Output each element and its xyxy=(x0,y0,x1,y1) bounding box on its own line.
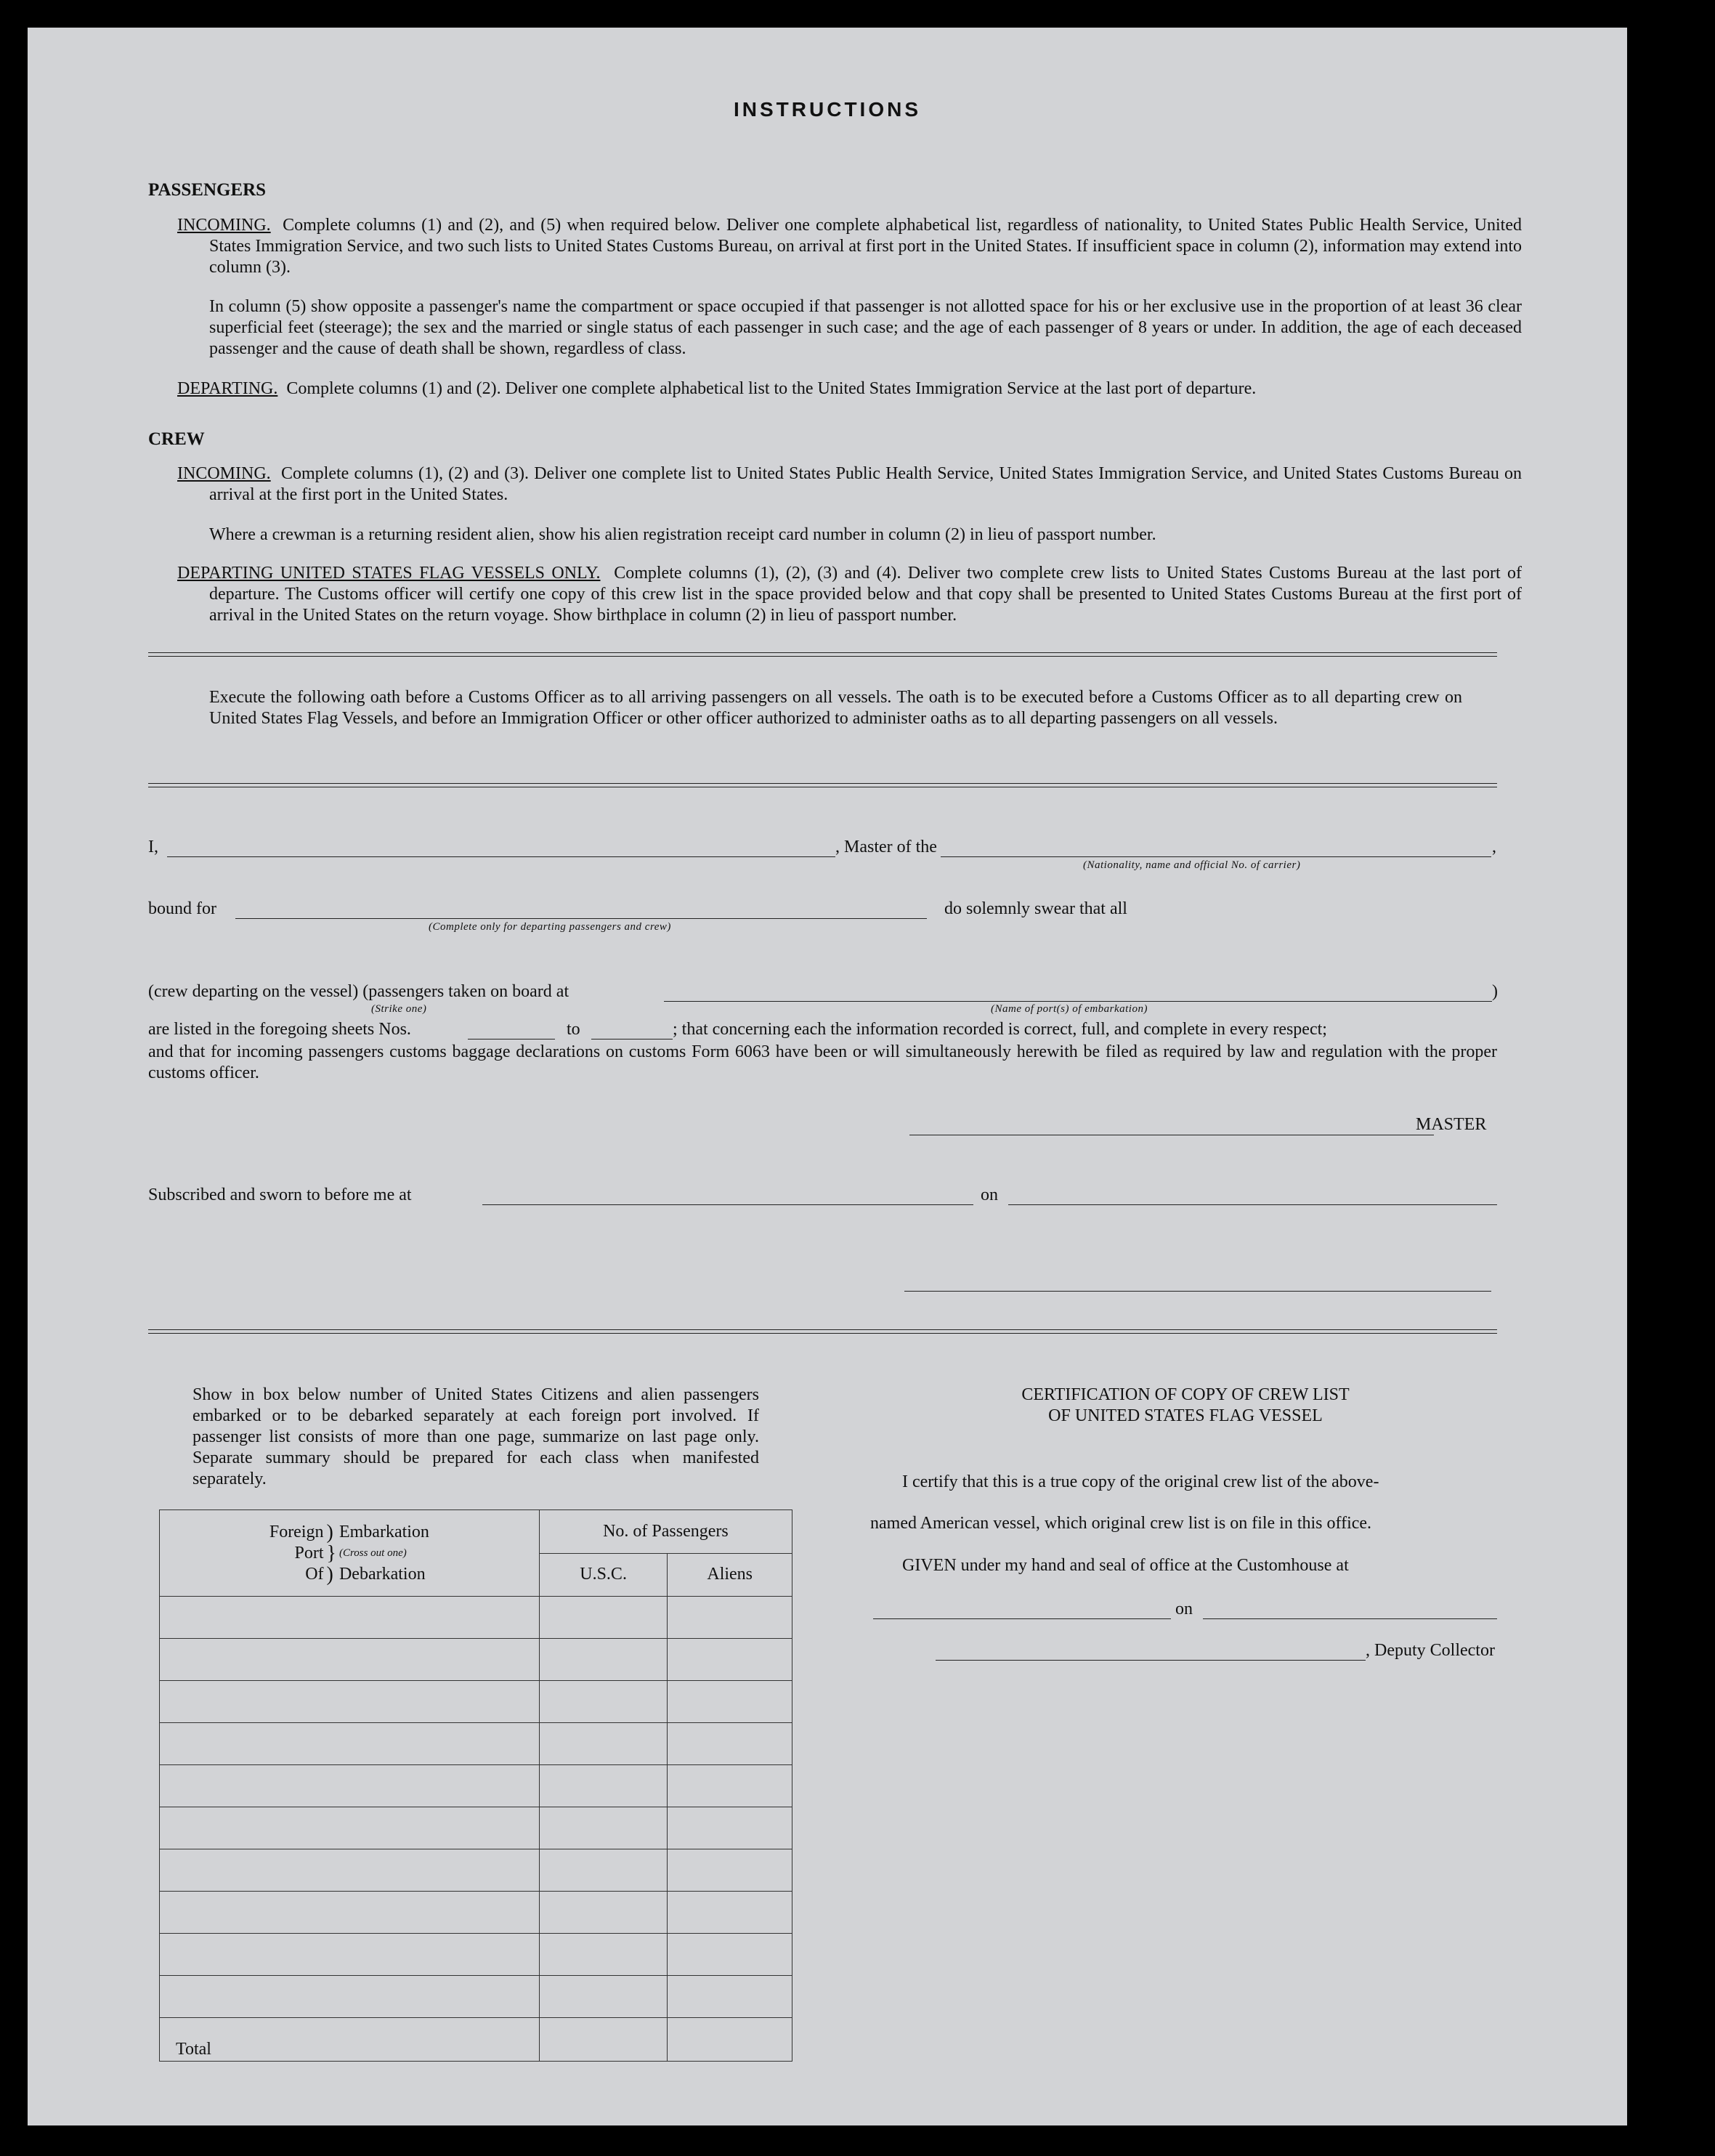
oath-comma: , xyxy=(1492,838,1496,856)
table-row xyxy=(160,1639,792,1681)
crew-incoming-paragraph xyxy=(177,463,1523,506)
crew-departing-text: Complete columns (1), (2), (3) and (4). Deliver two complete crew lists to United States Customs Bureau at the last port of departure. The Customs officer will certify one copy of this crew list in the space provided below and that copy shall be presented to United States Customs Bureau at the first port of arrival in the United States on the return voyage. Show birthplace in column (2) in lieu of passport number. xyxy=(209,564,1522,625)
crew-incoming-label: INCOMING. xyxy=(177,464,271,483)
departing-caption: (Complete only for departing passengers and crew) xyxy=(429,921,671,933)
crew-departing-label: DEPARTING UNITED STATES FLAG VESSELS ONLY. xyxy=(177,564,601,583)
foreign-label: Foreign xyxy=(269,1522,324,1541)
bound-for-label: bound for xyxy=(148,899,216,918)
oath-i-label: I, xyxy=(148,838,158,856)
aliens-cell[interactable] xyxy=(668,1976,792,2018)
deputy-signature-field[interactable] xyxy=(936,1660,1366,1661)
table-row xyxy=(160,1597,792,1639)
port-cell[interactable] xyxy=(160,1976,540,2018)
section-divider xyxy=(148,1329,1497,1334)
aliens-cell[interactable] xyxy=(668,1681,792,1723)
certification-line-2: named American vessel, which original crew list is on file in this office. xyxy=(870,1514,1372,1533)
passengers-departing-paragraph xyxy=(177,378,1522,400)
usc-cell[interactable] xyxy=(539,1849,668,1892)
sheet-from-field[interactable] xyxy=(468,1039,555,1040)
of-label: Of xyxy=(305,1564,324,1584)
aliens-cell[interactable] xyxy=(668,1849,792,1892)
usc-cell[interactable] xyxy=(539,1976,668,2018)
cross-out-caption: (Cross out one) xyxy=(338,1547,407,1559)
aliens-cell[interactable] xyxy=(668,1639,792,1681)
passengers-incoming-text: Complete columns (1) and (2), and (5) when required below. Deliver one complete alphabetical list, regardless of nationality, to United States Public Health Service, United States Immigration Service, and two such lists to United States Customs Bureau, on arrival at first port in the United States. If insufficient space in column (2), information may extend into column (3). xyxy=(209,216,1522,277)
oath-close-paren: ) xyxy=(1492,982,1498,1001)
section-divider xyxy=(148,652,1497,657)
passengers-incoming-label: INCOMING. xyxy=(177,216,271,235)
port-cell[interactable] xyxy=(160,1681,540,1723)
passengers-incoming-paragraph xyxy=(177,215,1522,278)
aliens-cell[interactable] xyxy=(668,1723,792,1765)
table-row xyxy=(160,1765,792,1807)
certification-heading-2: OF UNITED STATES FLAG VESSEL xyxy=(1048,1406,1323,1425)
listed-to-label: to xyxy=(567,1020,580,1039)
embark-caption: (Name of port(s) of embarkation) xyxy=(991,1003,1148,1015)
port-cell[interactable] xyxy=(160,1892,540,1934)
port-cell[interactable] xyxy=(160,1765,540,1807)
summary-instructions: Show in box below number of United States Citizens and alien passengers embarked or to be debarked separately at each foreign port involved. If passenger list consists of more than one page, summarize on last page only. Separate summary should be prepared for each class when manifested separately. xyxy=(192,1385,759,1488)
aliens-cell[interactable] xyxy=(668,1597,792,1639)
certification-on-label: on xyxy=(1175,1600,1193,1618)
carrier-field[interactable] xyxy=(941,856,1491,857)
passengers-column5-paragraph: In column (5) show opposite a passenger's name the compartment or space occupied if that passenger is not allotted space for his or her exclusive use in the proportion of at least 36 clear superficial feet (steerage); the sex and the married or single status of each passenger in such case; and the age of each passenger of 8 years or under. In addition, the age of each deceased passenger and the cause of death shall be shown, regardless of class. xyxy=(209,297,1522,358)
subscribed-label: Subscribed and sworn to before me at xyxy=(148,1186,412,1204)
aliens-total-cell[interactable] xyxy=(668,2018,792,2062)
usc-cell[interactable] xyxy=(539,1597,668,1639)
usc-cell[interactable] xyxy=(539,1934,668,1976)
certification-heading-1: CERTIFICATION OF COPY OF CREW LIST xyxy=(1021,1385,1350,1404)
embarkation-port-field[interactable] xyxy=(664,1001,1492,1002)
brace-icon: ) } ) xyxy=(326,1520,336,1586)
usc-cell[interactable] xyxy=(539,1681,668,1723)
usc-cell[interactable] xyxy=(539,1765,668,1807)
listed-correct-text: ; that concerning each the information recorded is correct, full, and complete in every respect; xyxy=(673,1020,1327,1039)
deputy-collector-label: , Deputy Collector xyxy=(1366,1641,1495,1660)
carrier-caption: (Nationality, name and official No. of carrier) xyxy=(1083,859,1301,871)
oath-instructions: Execute the following oath before a Customs Officer as to all arriving passengers on all vessels. The oath is to be executed before a Customs Officer as to all departing crew on United States Flag Vessels, and before an Immigration Officer or other officer authorized to administer oaths as to all departing passengers on all vessels. xyxy=(209,688,1462,728)
no-passengers-header: No. of Passengers xyxy=(539,1510,792,1554)
master-label: MASTER xyxy=(1416,1115,1487,1134)
aliens-cell[interactable] xyxy=(668,1807,792,1849)
usc-cell[interactable] xyxy=(539,1723,668,1765)
crew-departing-paragraph xyxy=(177,563,1522,626)
passengers-departing-text: Complete columns (1) and (2). Deliver one complete alphabetical list to the United States Immigration Service at the last port of departure. xyxy=(286,379,1257,398)
certification-line-3: GIVEN under my hand and seal of office at the Customhouse at xyxy=(902,1556,1349,1575)
aliens-cell[interactable] xyxy=(668,1765,792,1807)
master-name-field[interactable] xyxy=(167,856,835,857)
destination-field[interactable] xyxy=(235,918,927,919)
port-cell[interactable] xyxy=(160,1934,540,1976)
passenger-summary-table xyxy=(159,1509,792,2062)
form-sheet xyxy=(28,28,1627,2125)
table-row xyxy=(160,1807,792,1849)
usc-cell[interactable] xyxy=(539,1639,668,1681)
table-row xyxy=(160,1681,792,1723)
port-label: Port xyxy=(294,1543,324,1563)
listed-sheets-label: are listed in the foregoing sheets Nos. xyxy=(148,1020,411,1039)
table-row xyxy=(160,1976,792,2018)
sworn-place-field[interactable] xyxy=(482,1204,973,1205)
section-divider xyxy=(148,783,1497,787)
customhouse-field[interactable] xyxy=(873,1618,1171,1619)
page-title: INSTRUCTIONS xyxy=(734,98,921,121)
total-label: Total xyxy=(160,2018,540,2062)
usc-cell[interactable] xyxy=(539,1807,668,1849)
aliens-cell[interactable] xyxy=(668,1892,792,1934)
port-cell[interactable] xyxy=(160,1723,540,1765)
strike-caption: (Strike one) xyxy=(371,1003,427,1015)
table-row xyxy=(160,1892,792,1934)
debarkation-option[interactable]: Debarkation xyxy=(338,1564,426,1584)
port-cell[interactable] xyxy=(160,1639,540,1681)
officer-signature-field[interactable] xyxy=(904,1291,1491,1292)
port-cell[interactable] xyxy=(160,1807,540,1849)
table-row xyxy=(160,1934,792,1976)
total-row xyxy=(160,2018,792,2062)
embarkation-option[interactable]: Embarkation xyxy=(338,1522,429,1541)
aliens-cell[interactable] xyxy=(668,1934,792,1976)
usc-cell[interactable] xyxy=(539,1892,668,1934)
certification-line-1: I certify that this is a true copy of the original crew list of the above- xyxy=(902,1472,1379,1491)
sheet-to-field[interactable] xyxy=(591,1039,673,1040)
port-cell[interactable] xyxy=(160,1849,540,1892)
port-cell[interactable] xyxy=(160,1597,540,1639)
usc-header: U.S.C. xyxy=(539,1553,668,1597)
crew-incoming-text: Complete columns (1), (2) and (3). Deliver one complete list to United States Public Health Service, United States Immigration Service, and United States Customs Bureau on arrival at the first port in the United States. xyxy=(209,464,1523,504)
certification-date-field[interactable] xyxy=(1203,1618,1497,1619)
crew-passengers-text: (crew departing on the vessel) (passengers taken on board at xyxy=(148,982,569,1001)
usc-total-cell[interactable] xyxy=(539,2018,668,2062)
sworn-date-field[interactable] xyxy=(1008,1204,1497,1205)
crew-resident-paragraph: Where a crewman is a returning resident alien, show his alien registration receipt card number in column (2) in lieu of passport number. xyxy=(209,525,1156,544)
aliens-header: Aliens xyxy=(668,1553,792,1597)
master-of-label: , Master of the xyxy=(835,838,937,856)
table-row xyxy=(160,1723,792,1765)
table-row xyxy=(160,1849,792,1892)
passengers-heading: PASSENGERS xyxy=(148,180,267,200)
sworn-on-label: on xyxy=(981,1186,998,1204)
port-header-cell xyxy=(160,1510,540,1597)
crew-heading: CREW xyxy=(148,429,205,449)
swear-text: do solemnly swear that all xyxy=(944,899,1127,918)
listed-baggage-text: and that for incoming passengers customs baggage declarations on customs Form 6063 have been or will simultaneously herewith be filed as required by law and regulation with the proper customs officer. xyxy=(148,1042,1497,1082)
passengers-departing-label: DEPARTING. xyxy=(177,379,278,398)
